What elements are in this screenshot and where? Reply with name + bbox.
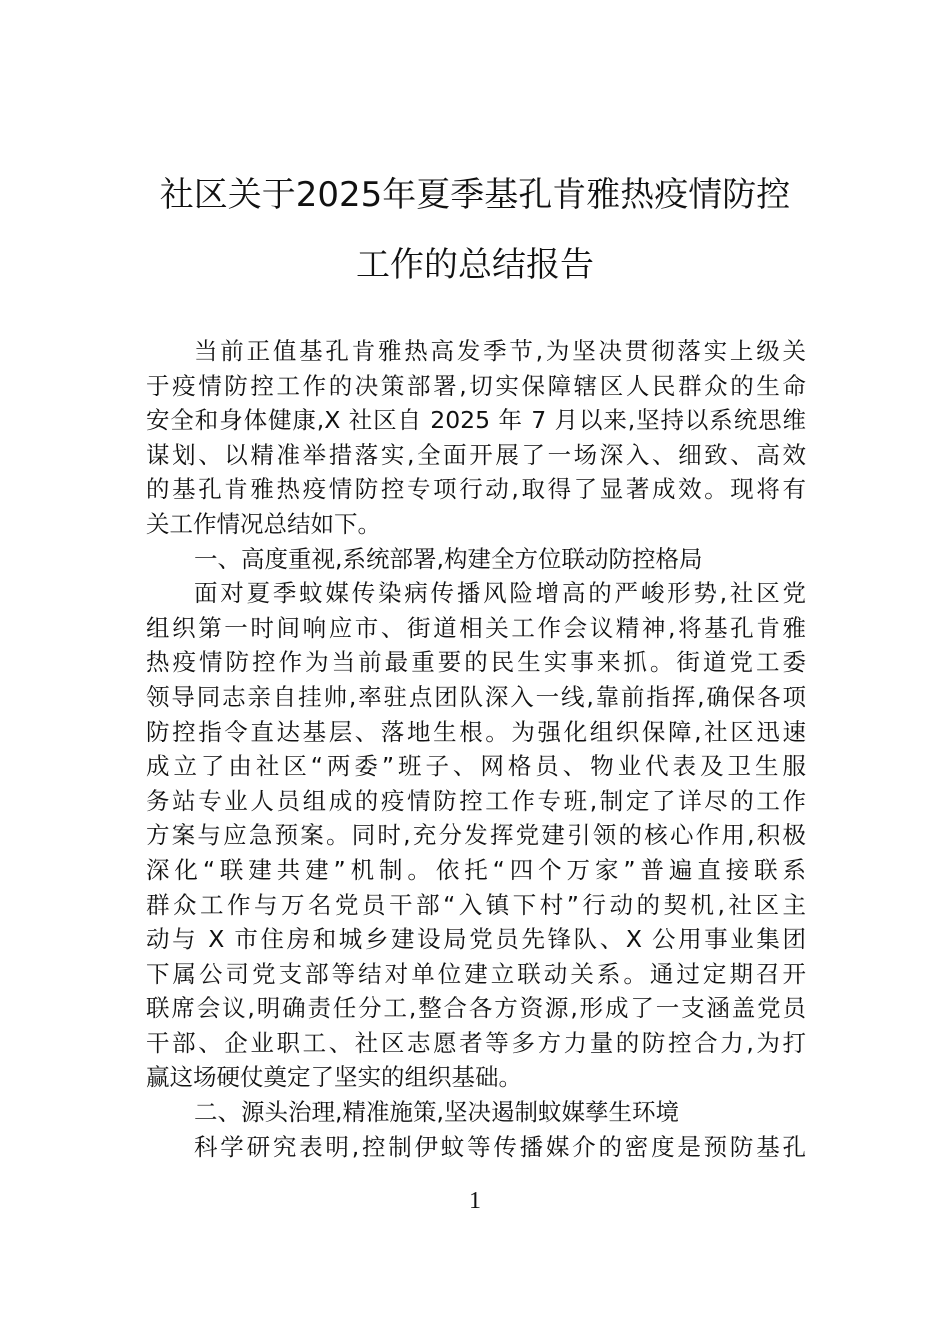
paragraph-line: 组织第一时间响应市、街道相关工作会议精神,将基孔肯雅 [146, 613, 806, 642]
paragraph-line: 当前正值基孔肯雅热高发季节,为坚决贯彻落实上级关 [194, 337, 806, 365]
paragraph-line: 赢这场硬仗奠定了坚实的组织基础。 [146, 1063, 522, 1092]
paragraph-line: 成立了由社区“两委”班子、网格员、物业代表及卫生服 [146, 752, 806, 781]
paragraph-line: 谋划、以精准举措落实,全面开展了一场深入、细致、高效 [146, 440, 806, 469]
section-heading: 一、高度重视,系统部署,构建全方位联动防控格局 [194, 544, 703, 573]
paragraph-line: 面对夏季蚊媒传染病传播风险增高的严峻形势,社区党 [194, 579, 806, 608]
paragraph-line: 于疫情防控工作的决策部署,切实保障辖区人民群众的生命 [146, 371, 806, 400]
paragraph-line: 热疫情防控作为当前最重要的民生实事来抓。街道党工委 [146, 648, 806, 677]
paragraph-line: 关工作情况总结如下。 [146, 509, 381, 538]
page-number: 1 [469, 1188, 481, 1214]
paragraph-line: 方案与应急预案。同时,充分发挥党建引领的核心作用,积极 [146, 821, 806, 850]
paragraph-line: 干部、企业职工、社区志愿者等多方力量的防控合力,为打 [146, 1028, 806, 1057]
paragraph-line: 联席会议,明确责任分工,整合各方资源,形成了一支涵盖党员 [146, 994, 806, 1023]
paragraph-line: 务站专业人员组成的疫情防控工作专班,制定了详尽的工作 [146, 786, 806, 815]
section-heading: 二、源头治理,精准施策,坚决遏制蚊媒孳生环境 [194, 1098, 679, 1127]
paragraph-line: 下属公司党支部等结对单位建立联动关系。通过定期召开 [146, 959, 806, 988]
paragraph-line: 安全和身体健康,X 社区自 2025 年 7 月以来,坚持以系统思维 [146, 406, 806, 435]
paragraph-line: 科学研究表明,控制伊蚊等传播媒介的密度是预防基孔 [194, 1132, 806, 1161]
document-body [146, 334, 806, 1164]
document-title-line-2: 工作的总结报告 [356, 245, 594, 285]
paragraph-line: 的基孔肯雅热疫情防控专项行动,取得了显著成效。现将有 [146, 475, 806, 504]
paragraph-line: 动与 X 市住房和城乡建设局党员先锋队、X 公用事业集团 [146, 925, 806, 954]
document-title-line-1: 社区关于2025年夏季基孔肯雅热疫情防控 [159, 175, 791, 215]
paragraph-line: 防控指令直达基层、落地生根。为强化组织保障,社区迅速 [146, 717, 806, 746]
paragraph-line: 群众工作与万名党员干部“入镇下村”行动的契机,社区主 [146, 890, 806, 919]
paragraph-line: 深化“联建共建”机制。依托“四个万家”普遍直接联系 [146, 855, 806, 884]
paragraph-line: 领导同志亲自挂帅,率驻点团队深入一线,靠前指挥,确保各项 [146, 682, 806, 711]
